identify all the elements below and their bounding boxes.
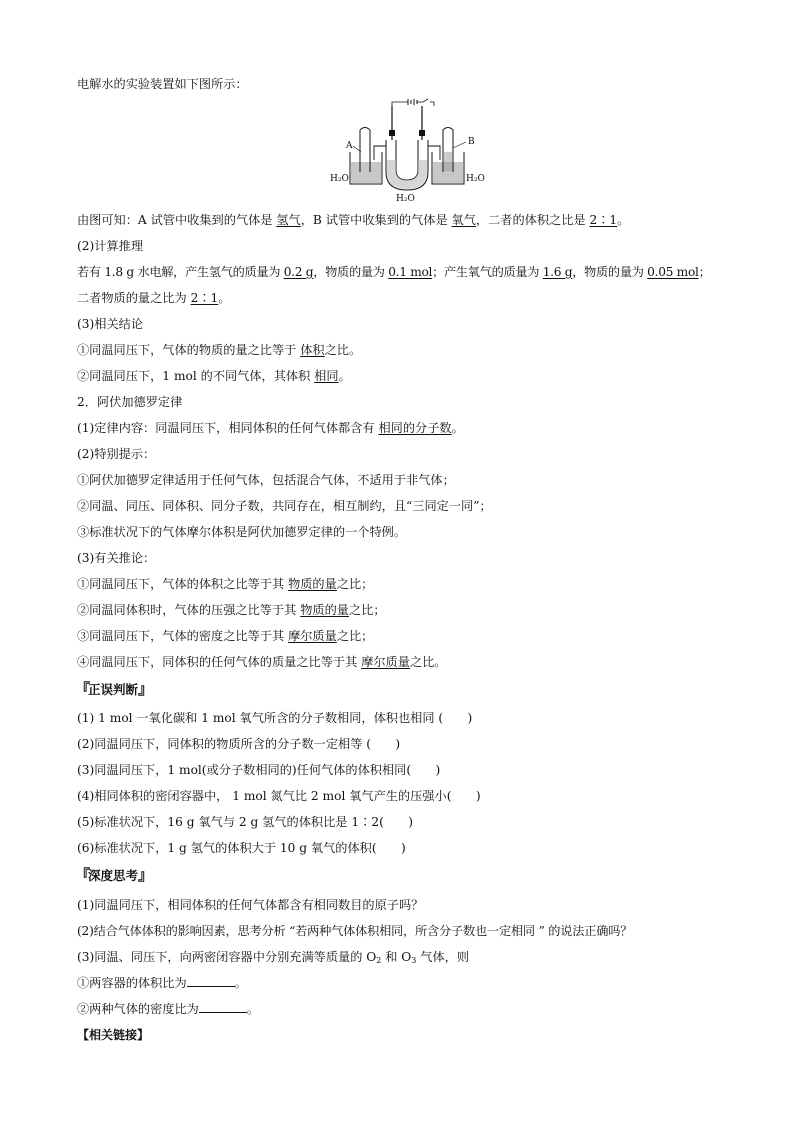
infer-text: ②同温同体积时，气体的压强之比等于其: [77, 603, 301, 617]
judge-item: (5)标准状况下，16 g 氧气与 2 g 氢气的体积比是 1∶2( ): [77, 815, 413, 829]
judge-item: (4)相同体积的密闭容器中， 1 mol 氮气比 2 mol 氧气产生的压强小( ): [77, 789, 481, 803]
calc-text-6: 二者物质的量之比为: [77, 291, 191, 305]
intro-text: 电解水的实验装置如下图所示：: [77, 77, 248, 91]
q3a-text: ①两容器的体积比为: [77, 976, 187, 990]
infer-title: (3)有关推论：: [77, 551, 156, 565]
label-h2o-left: H₂O: [330, 174, 349, 184]
infer-answer: 摩尔质量: [361, 655, 410, 669]
electrolysis-apparatus-diagram: [330, 100, 485, 205]
right-corner-bracket: 』: [138, 866, 152, 884]
law-answer: 相同的分子数: [378, 421, 452, 435]
judge-item: (2)同温同压下，同体积的物质所含的分子数一定相等 ( ): [77, 737, 401, 751]
judge-section-title: [75, 680, 151, 699]
infer-answer: 物质的量: [300, 603, 349, 617]
label-h2o-mid: H₂O: [396, 194, 415, 204]
conclusion-line: [77, 212, 629, 228]
law-content: [77, 420, 464, 436]
label-b: B: [468, 137, 475, 147]
q3-sub-2: 3: [411, 956, 417, 965]
think-question-2: (2)结合气体体积的影响因素，思考分析 “若两种气体体积相同，所含分子数也一定相同 ” 的说法正确吗？: [77, 924, 633, 938]
infer-answer: 摩尔质量: [288, 629, 337, 643]
infer-text: 之比；: [336, 629, 374, 643]
left-corner-bracket: 『: [75, 866, 89, 884]
infer-text: ④同温同压下，同体积的任何气体的质量之比等于其: [77, 655, 362, 669]
calc-line-2: [77, 290, 230, 306]
q3-sub-1: 2: [376, 956, 382, 965]
volume-ratio-answer: 2∶1: [589, 213, 618, 227]
q3-text-1: (3)同温、同压下，向两密闭容器中分别充满等质量的 O: [77, 950, 377, 964]
judge-item: (6)标准状况下，1 g 氢气的体积大于 10 g 氧气的体积( ): [77, 841, 406, 855]
gas-a-answer: 氢气: [276, 213, 301, 227]
q3b-end: 。: [246, 1002, 260, 1016]
answer-blank[interactable]: [199, 1001, 247, 1013]
conclusion-text-4: 。: [617, 213, 630, 227]
calc-title: (2)计算推理: [77, 239, 144, 253]
law-text-1: (1)定律内容：同温同压下，相同体积的任何气体都含有: [77, 421, 379, 435]
conclusion-text-2: ，B 试管中收集到的气体是: [300, 213, 452, 227]
conclusion-text-3: ，二者的体积之比是: [475, 213, 590, 227]
calc-text-3: ；产生氧气的质量为: [432, 265, 543, 279]
related-item-2: [77, 368, 351, 384]
mass-h2-answer: 0.2 g: [283, 265, 314, 279]
mol-h2-answer: 0.1 mol: [388, 265, 433, 279]
infer-text: 之比；: [336, 577, 374, 591]
tip-item: ②同温、同压、同体积、同分子数，共同存在，相互制约，且“三同定一同”；: [77, 499, 492, 513]
q3b-text: ②两种气体的密度比为: [77, 1002, 199, 1016]
infer-item: [77, 654, 447, 670]
infer-text: ③同温同压下，气体的密度之比等于其: [77, 629, 289, 643]
think-question-3b: [77, 1001, 259, 1017]
mol-o2-answer: 0.05 mol: [647, 265, 699, 279]
law-text-2: 。: [451, 421, 464, 435]
related-item-1: [77, 342, 361, 358]
infer-text: ①同温同压下，气体的体积之比等于其: [77, 577, 289, 591]
think-question-3a: [77, 975, 247, 991]
related-text-2: 之比。: [324, 343, 362, 357]
right-corner-bracket: 』: [138, 680, 152, 698]
judge-title-text: 正误判断: [88, 682, 139, 697]
related-answer-2: 相同: [314, 369, 339, 383]
related-answer-1: 体积: [300, 343, 325, 357]
mol-ratio-answer: 2∶1: [190, 291, 219, 305]
gas-b-answer: 氧气: [451, 213, 476, 227]
think-question-1: (1)同温同压下，相同体积的任何气体都含有相同数目的原子吗？: [77, 898, 424, 912]
q3-text-2: 和 O: [381, 950, 412, 964]
conclusion-text-1: 由图可知：A 试管中收集到的气体是: [77, 213, 277, 227]
infer-item: [77, 628, 373, 644]
related-link-title: 【相关链接】: [77, 1028, 150, 1042]
related-title: (3)相关结论: [77, 317, 144, 331]
think-title-text: 深度思考: [88, 868, 139, 883]
q3a-end: 。: [234, 976, 247, 990]
q3-text-3: 气体，则: [416, 950, 470, 964]
infer-text: 之比；: [349, 603, 386, 617]
calc-line-1: [77, 264, 710, 280]
calc-text-7: 。: [218, 291, 231, 305]
label-h2o-right: H₂O: [466, 174, 485, 184]
calc-text-4: ，物质的量为: [572, 265, 648, 279]
answer-blank[interactable]: [187, 975, 235, 987]
label-a: A: [346, 141, 353, 151]
tip-item: ③标准状况下的气体摩尔体积是阿伏加德罗定律的一个特例。: [77, 525, 407, 539]
tips-title: (2)特别提示：: [77, 447, 156, 461]
mass-o2-answer: 1.6 g: [542, 265, 573, 279]
infer-answer: 物质的量: [288, 577, 337, 591]
infer-item: [77, 602, 386, 618]
related-text-1: ①同温同压下，气体的物质的量之比等于: [77, 343, 301, 357]
related-text-4: 。: [338, 369, 351, 383]
avogadro-title: 2．阿伏加德罗定律: [77, 395, 183, 409]
think-section-title: [75, 866, 151, 885]
judge-item: (3)同温同压下，1 mol(或分子数相同的)任何气体的体积相同( ): [77, 763, 441, 777]
think-question-3: [77, 949, 469, 969]
calc-text-1: 若有 1.8 g 水电解，产生氢气的质量为: [77, 265, 284, 279]
related-text-3: ②同温同压下，1 mol 的不同气体，其体积: [77, 369, 315, 383]
calc-text-5: ；: [698, 265, 711, 279]
left-corner-bracket: 『: [75, 680, 89, 698]
calc-text-2: ，物质的量为: [313, 265, 389, 279]
infer-item: [77, 576, 373, 592]
tip-item: ①阿伏加德罗定律适用于任何气体，包括混合气体，不适用于非气体；: [77, 473, 455, 487]
infer-text: 之比。: [409, 655, 447, 669]
judge-item: (1) 1 mol 一氧化碳和 1 mol 氧气所含的分子数相同，体积也相同 ( ): [77, 711, 473, 725]
